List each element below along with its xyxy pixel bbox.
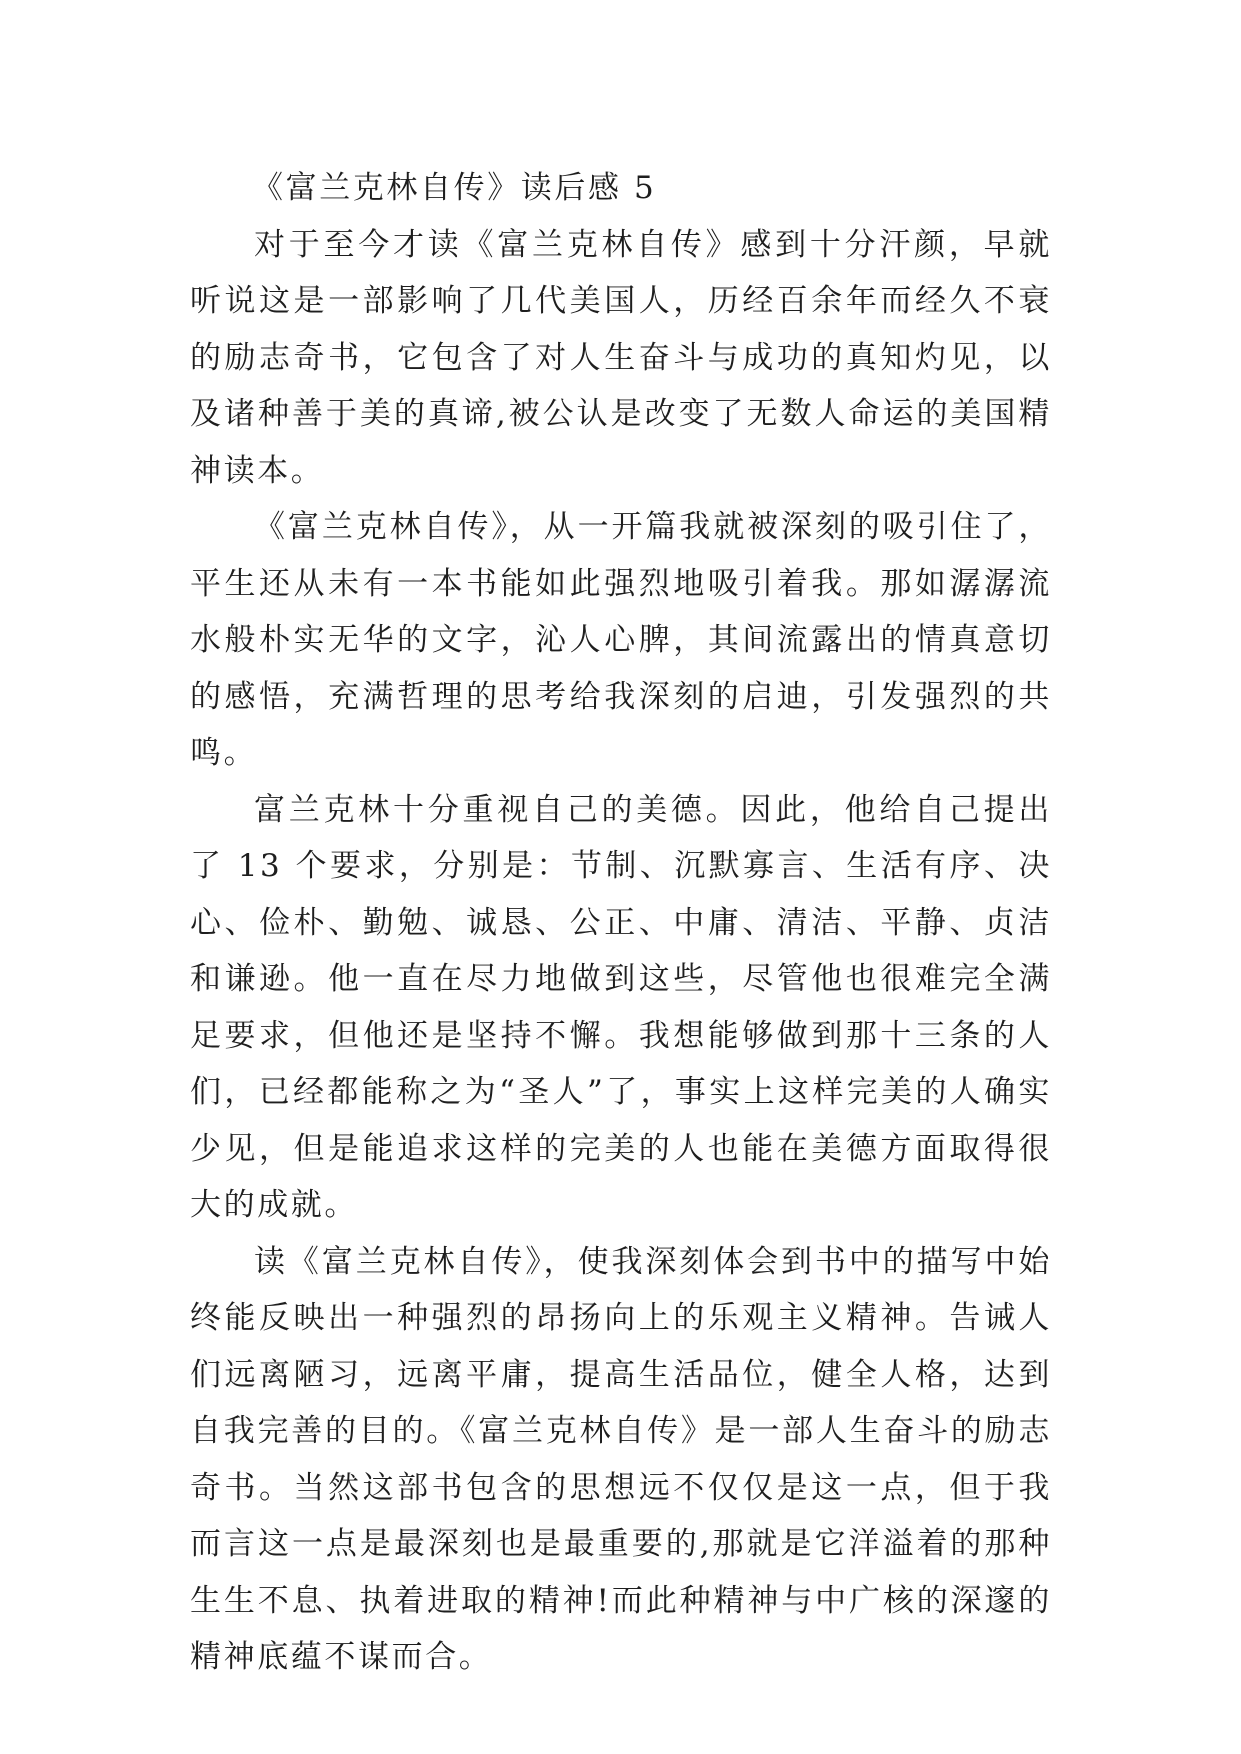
paragraph-3: 富兰克林十分重视自己的美德。因此，他给自己提出了 13 个要求，分别是：节制、沉默寡言、生活有序、决心、俭朴、勤勉、诚恳、公正、中庸、清洁、平静、贞洁和谦逊。他一直在尽力地做到这些，尽管他也很难完全满足要求，但他还是坚持不懈。我想能够做到那十三条的人们，已经都能称之为“圣人”了，事实上这样完美的人确实少见，但是能追求这样的完美的人也能在美德方面取得很大的成就。 bbox=[190, 791, 1052, 1223]
paragraph-2: 《富兰克林自传》，从一开篇我就被深刻的吸引住了，平生还从未有一本书能如此强烈地吸引着我。那如潺潺流水般朴实无华的文字，沁人心脾，其间流露出的情真意切的感悟，充满哲理的思考给我深刻的启迪，引发强烈的共鸣。 bbox=[190, 509, 1052, 771]
document-title: 《富兰克林自传》读后感 5 bbox=[252, 170, 657, 206]
paragraph-1: 对于至今才读《富兰克林自传》感到十分汗颜，早就听说这是一部影响了几代美国人，历经百余年而经久不衰的励志奇书，它包含了对人生奋斗与成功的真知灼见，以及诸种善于美的真谛,被公认是改变了无数人命运的美国精神读本。 bbox=[190, 226, 1052, 489]
document-body bbox=[190, 160, 1052, 1686]
paragraph-4: 读《富兰克林自传》，使我深刻体会到书中的描写中始终能反映出一种强烈的昂扬向上的乐观主义精神。告诫人们远离陋习，远离平庸，提高生活品位，健全人格，达到自我完善的目的。《富兰克林自传》是一部人生奋斗的励志奇书。当然这部书包含的思想远不仅仅是这一点，但于我而言这一点是最深刻也是最重要的,那就是它洋溢着的那种生生不息、执着进取的精神!而此种精神与中广核的深邃的精神底蕴不谋而合。 bbox=[190, 1243, 1052, 1675]
